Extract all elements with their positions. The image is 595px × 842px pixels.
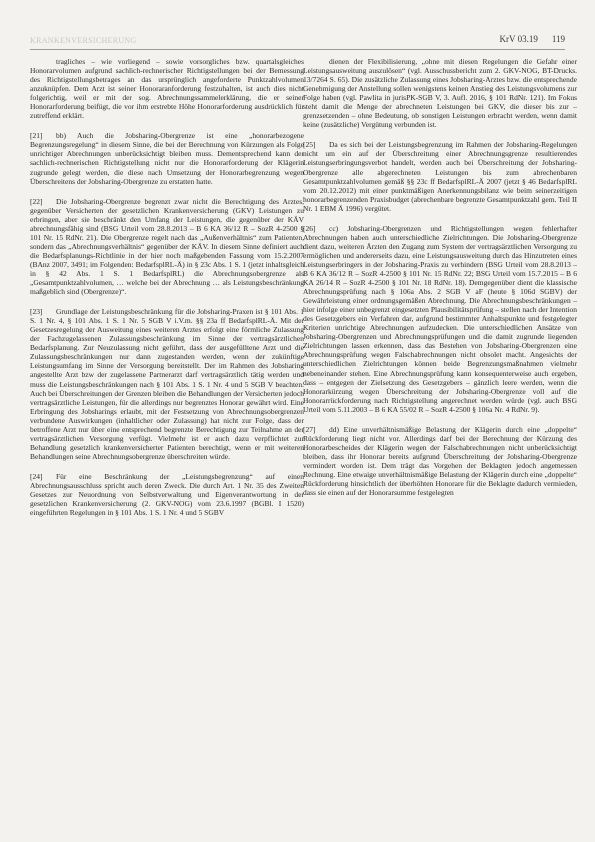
paragraph [30,131,304,185]
left-column [30,57,304,528]
paragraph-number: [24] [30,471,43,481]
paragraph-number: [23] [30,307,43,317]
issue-and-page [485,34,565,44]
paragraph-number: [26] [303,223,316,233]
paragraph-text: Für eine Beschränkung der „Leistungsbegrenzung“ auf einen Abrechnungsausschluss spricht auch deren Zweck. Die durch Art. 1 Nr. 35 des Zweiten Gesetzes zur Neuordnung von Selbstverwaltung und Eigenverantwortung in der gesetzlichen Krankenversicherung (2. GKV-NOG) vom 23.6.1997 (BGBl. I 1520) eingeführten Regelungen in § 101 Abs. 1 S. 1 Nr. 4 und 5 SGBV [30,471,304,518]
paragraph-text: dienen der Flexibilisierung, „ohne mit diesen Regelungen die Gefahr einer Leistungsausweitung auszulösen“ (vgl. Ausschussbericht zum 2. GKV-NOG, BT-Drucks. 13/7264 S. 65). Die zusätzliche Zulassung eines Jobsharing-Arztes bzw. die entsprechende Genehmigung der Anstellung sollen wenigstens keinen Anstieg des Leistungsvolumens zur Folge haben (vgl. Pawlita in jurisPK-SGB V, 3. Aufl. 2016, § 101 RdNr. 121). Im Fokus steht damit die Menge der abrechneten Leistungen bei GKV, die dieser bis zur – grenzsetzenden – ohne Bedeutung, ob sonstigen Leistungen erbracht werden, wenn damit keine (zusätzliche) Vergütung verbunden ist. [303,57,577,130]
paragraph [303,425,577,497]
paragraph [30,472,304,517]
paragraph-text: Die Jobsharing-Obergrenze begrenzt zwar nicht die Berechtigung des Arztes, gegenüber Versicherten der gesetzlichen Krankenversicherung (GKV) Leistungen zu erbringen, aber sie beschränkt den Umfang der Leistungen, die gegenüber der KÄV abrechnungsfähig sind (BSG Urteil vom 28.8.2013 – B 6 KA 36/12 R – SozR 4-2500 § 101 Nr. 15 RdNr. 21). Die Obergrenze regelt nach das „Außenverhältnis“ zum Patienten, sondern das „Abrechnungsverhältnis“ gegenüber der KÄV. In diesem Sinne definiert auch die Bedarfsplanungs-Richtlinie in der hier noch maßgebenden Fassung vom 15.2.2007 (BAnz 2007, 3491; im Folgenden: BedarfsplRL-Ä) in § 23c Abs. 1 S. 1 (jetzt inhaltsgleich in § 42 Abs. 1 S. 1 BedarfsplRL) die Abrechnungsobergrenze als „Gesamtpunktzahlvolumen, … welche bei der Abrechnung … als Leistungsbeschränkung maßgeblich sind (Obergrenze)“. [30,196,304,297]
paragraph [30,307,304,461]
page-number: 119 [551,34,565,44]
paragraph-text: Grundlage der Leistungsbeschränkung für die Jobsharing-Praxen ist § 101 Abs. 1 S. 1 Nr. 4, § 101 Abs. 1 S. 1 Nr. 5 SGB V i.V.m. §§ 23a ff BedarfsplRL-Ä. Mit der Gesetzesregelung der Ausweitung eines weiteren Arztes erfolgt eine förmliche Zulassung der Fachzugelassenen Zulassungsbeschränkung im Sinne der vertragsärztlichen Bedarfsplanung. Zur Neuzulassung nicht geführt, dass der ausgefülltene Arzt und die Zulassungsbeschränkungen nur dann zugestanden werden, wenn der zukünftige Leistungsumfang im Sinne der Versorgung bereitstellt. Der im Rahmen des Jobsharing angestellte Arzt bzw der zugelassene Partnerarzt darf vertragsärztlich tätig werden und muss die Leistungsbeschränkungen nach § 101 Abs. 1 S. 1 Nr. 4 und 5 SGB V beachten. Auch bei Überschreitungen der Grenzen bleiben die Behandlungen der Versicherten jedoch vertragsärztliche Leistungen, für die allerdings nur begrenztes Honorar gewährt wird. Eine Erbringung des Jobsharings erlaubt, mit der Festsetzung von Abrechnungsobergrenzen verbundene Auswirkungen (inhaltlicher oder Zulassung) hat nicht zur Folge, dass der betroffene Arzt nur über eine entsprechend begrenzte Berechtigung zur Teilnahme an der vertragsärztlichen Versorgung verfügt. Vielmehr ist er auch dazu verpflichtet zur Behandlung gesetzlich krankenversicherter Patienten berechtigt, wenn er mit weiteren Behandlungen seine Abrechnungsobergrenze überschreiten würde. [30,307,304,461]
paragraph [30,57,304,120]
paragraph-text: tragliches – wie vorliegend – sowie vorsorgliches bzw. quartalsgleiches Honorarvolumen aufgrund sachlich-rechnerischer Richtigstellungen bei der Bemessung des Richtigstellungsbetrages an das ursprünglich angeforderte Punktzahlvolumen anzuknüpfen. Dem Arzt ist seiner Honoraranforderung festzuhalten, ist auch dies nicht folgerichtig, weil er mit der sog. Abrechnungssammelerklärung, die er seiner Honorarforderung beifügt, die vor ihm erstrebte Höhe Honorarforderung ausdrücklich für zutreffend erklärt. [30,57,304,121]
paragraph [303,224,577,414]
page-header [30,34,565,48]
paragraph-number: [21] [30,131,43,141]
paragraph [303,57,577,129]
paragraph-number: [25] [303,140,316,150]
paragraph-text: dd) Eine unverhältnismäßige Belastung der Klägerin durch eine „doppelte“ Rückforderung liegt nicht vor. Allerdings darf bei der Berechnung der Kürzung des Honorarbescheides der Klägerin wegen der Falschabrechnungen nicht unberücksichtigt bleiben, dass ihr Honorar bereits aufgrund Überschreitung der Jobsharing-Obergrenze vermindert worden ist. Dem trägt das Vorgehen der Beklagten jedoch angemessen Rechnung. Eine etwaige unverhältnismäßige Belastung der Klägerin durch eine „doppelte“ Rückforderung hinsichtlich der überhöhten Honorare für die Beklagte dadurch vermieden, dass sie einen auf der Honorarsumme festgelegten [303,424,577,498]
paragraph-number: [22] [30,196,43,206]
header-rule [30,49,565,50]
right-column [303,57,577,508]
paragraph-text: cc) Jobsharing-Obergrenzen und Richtigstellungen wegen fehlerhafter Abrechnungen haben auch unterschiedliche Zielrichtungen. Die Jobsharing-Obergrenze dient dazu, weiteren Ärzten den Zugang zum System der vertragsärztlichen Versorgung zu ermöglichen und andererseits dazu, eine Leistungsausweitung durch das Hinzutreten eines Leistungserbringers in der Jobsharing-Praxis zu verhindern (BSG Urteil vom 28.8.2013 – B 6 KA 36/12 R – SozR 4-2500 § 101 Nr. 15 RdNr. 22; BSG Urteil vom 15.7.2015 – B 6 KA 26/14 R – SozR 4-2500 § 101 Nr. 18 RdNr. 18). Demgegenüber dient die klassische Abrechnungsprüfung nach § 106a Abs. 2 SGB V aF (heute § 106d SGBV) der Gewährleistung einer ordnungsgemäßen Abrechnung. Die Abrechnungsbeschränkungen – hier infolge einer unbegrenzt eingesetzten Plausibilitätsprüfung – stellen nach der Intention des Gesetzgebers ein Verfahren dar, aufgrund bestimmter Anhaltspunkte und festgelegter Kriterien unrichtige Abrechnungen aufzudecken. Die unterschiedlichen Ansätze von Jobsharing-Obergrenzen und Abrechnungsprüfungen und die damit zugrunde liegenden Zielrichtungen lassen erkennen, dass das Bestehen von Jobsharing-Obergrenzen eine Abrechnungsprüfung wegen Falschabrechnungen nicht obsolet macht. Angesichts der unterschiedlichen Zielrichtungen können beide Begrenzungsmaßnahmen vielmehr nebeneinander stehen. Eine Abrechnungsprüfung kann konsequenterweise auch ergeben, dass – entgegen der Zielsetzung des Gesetzgebers – gänzlich leere werden, wenn die Honorarkürzung wegen Überschreitung der Jobsharing-Obergrenze voll auf die Honorarrückforderung nach Richtigstellung angerechnet werden würde (vgl. auch BSG Urteil vom 5.11.2003 – B 6 KA 55/02 R – SozR 4-2500 § 106a Nr. 4 RdNr. 9). [303,223,577,414]
paragraph-text: Da es sich bei der Leistungsbegrenzung im Rahmen der Jobsharing-Regelungen nicht um ein auf der Überschreitung einer Abrechnungsgrenze resultierendes Leistungserbringungsverbot handelt, werden auch bei Überschreitung der Jobsharing-Obergrenze alle abgerechneten Leistungen bis zum abrechenbaren Gesamtpunktzahlvolumen gemäß §§ 23c ff BedarfsplRL-Ä 2007 (jetzt § 46 BedarfsplRL vom 20.12.2012) mit einer punktmäßigen Anerkennungsbilanz wie beim seinerzeitigen honorarbegrenzenden Praxisbudget (abrechenbare begrenzte Gesamtpunktzahl gem. Teil II Nr. 1 EBM Ä 1996) vergütet. [303,140,577,213]
paragraph [303,140,577,212]
paragraph [30,197,304,297]
paragraph-number: [27] [303,424,316,434]
running-head: KRANKENVERSICHERUNG [30,36,137,45]
issue-label: KrV 03.19 [499,34,538,44]
paragraph-text: bb) Auch die Jobsharing-Obergrenze ist eine „honorarbezogene Begrenzungsregelung“ in diesem Sinne, die bei der Berechnung von Kürzungen als Folge unrichtiger Abrechnungen unberücksichtigt bleiben muss. Dementsprechend kann der sachlich-rechnerischen Richtigstellung nicht nur die Honorarforderung der Klägerin zugrunde gelegt werden, die diese nach Umsetzung der Honorarbegrenzung wegen Überschreitens der Jobsharing-Obergrenze zu erstatten hatte. [30,131,304,186]
